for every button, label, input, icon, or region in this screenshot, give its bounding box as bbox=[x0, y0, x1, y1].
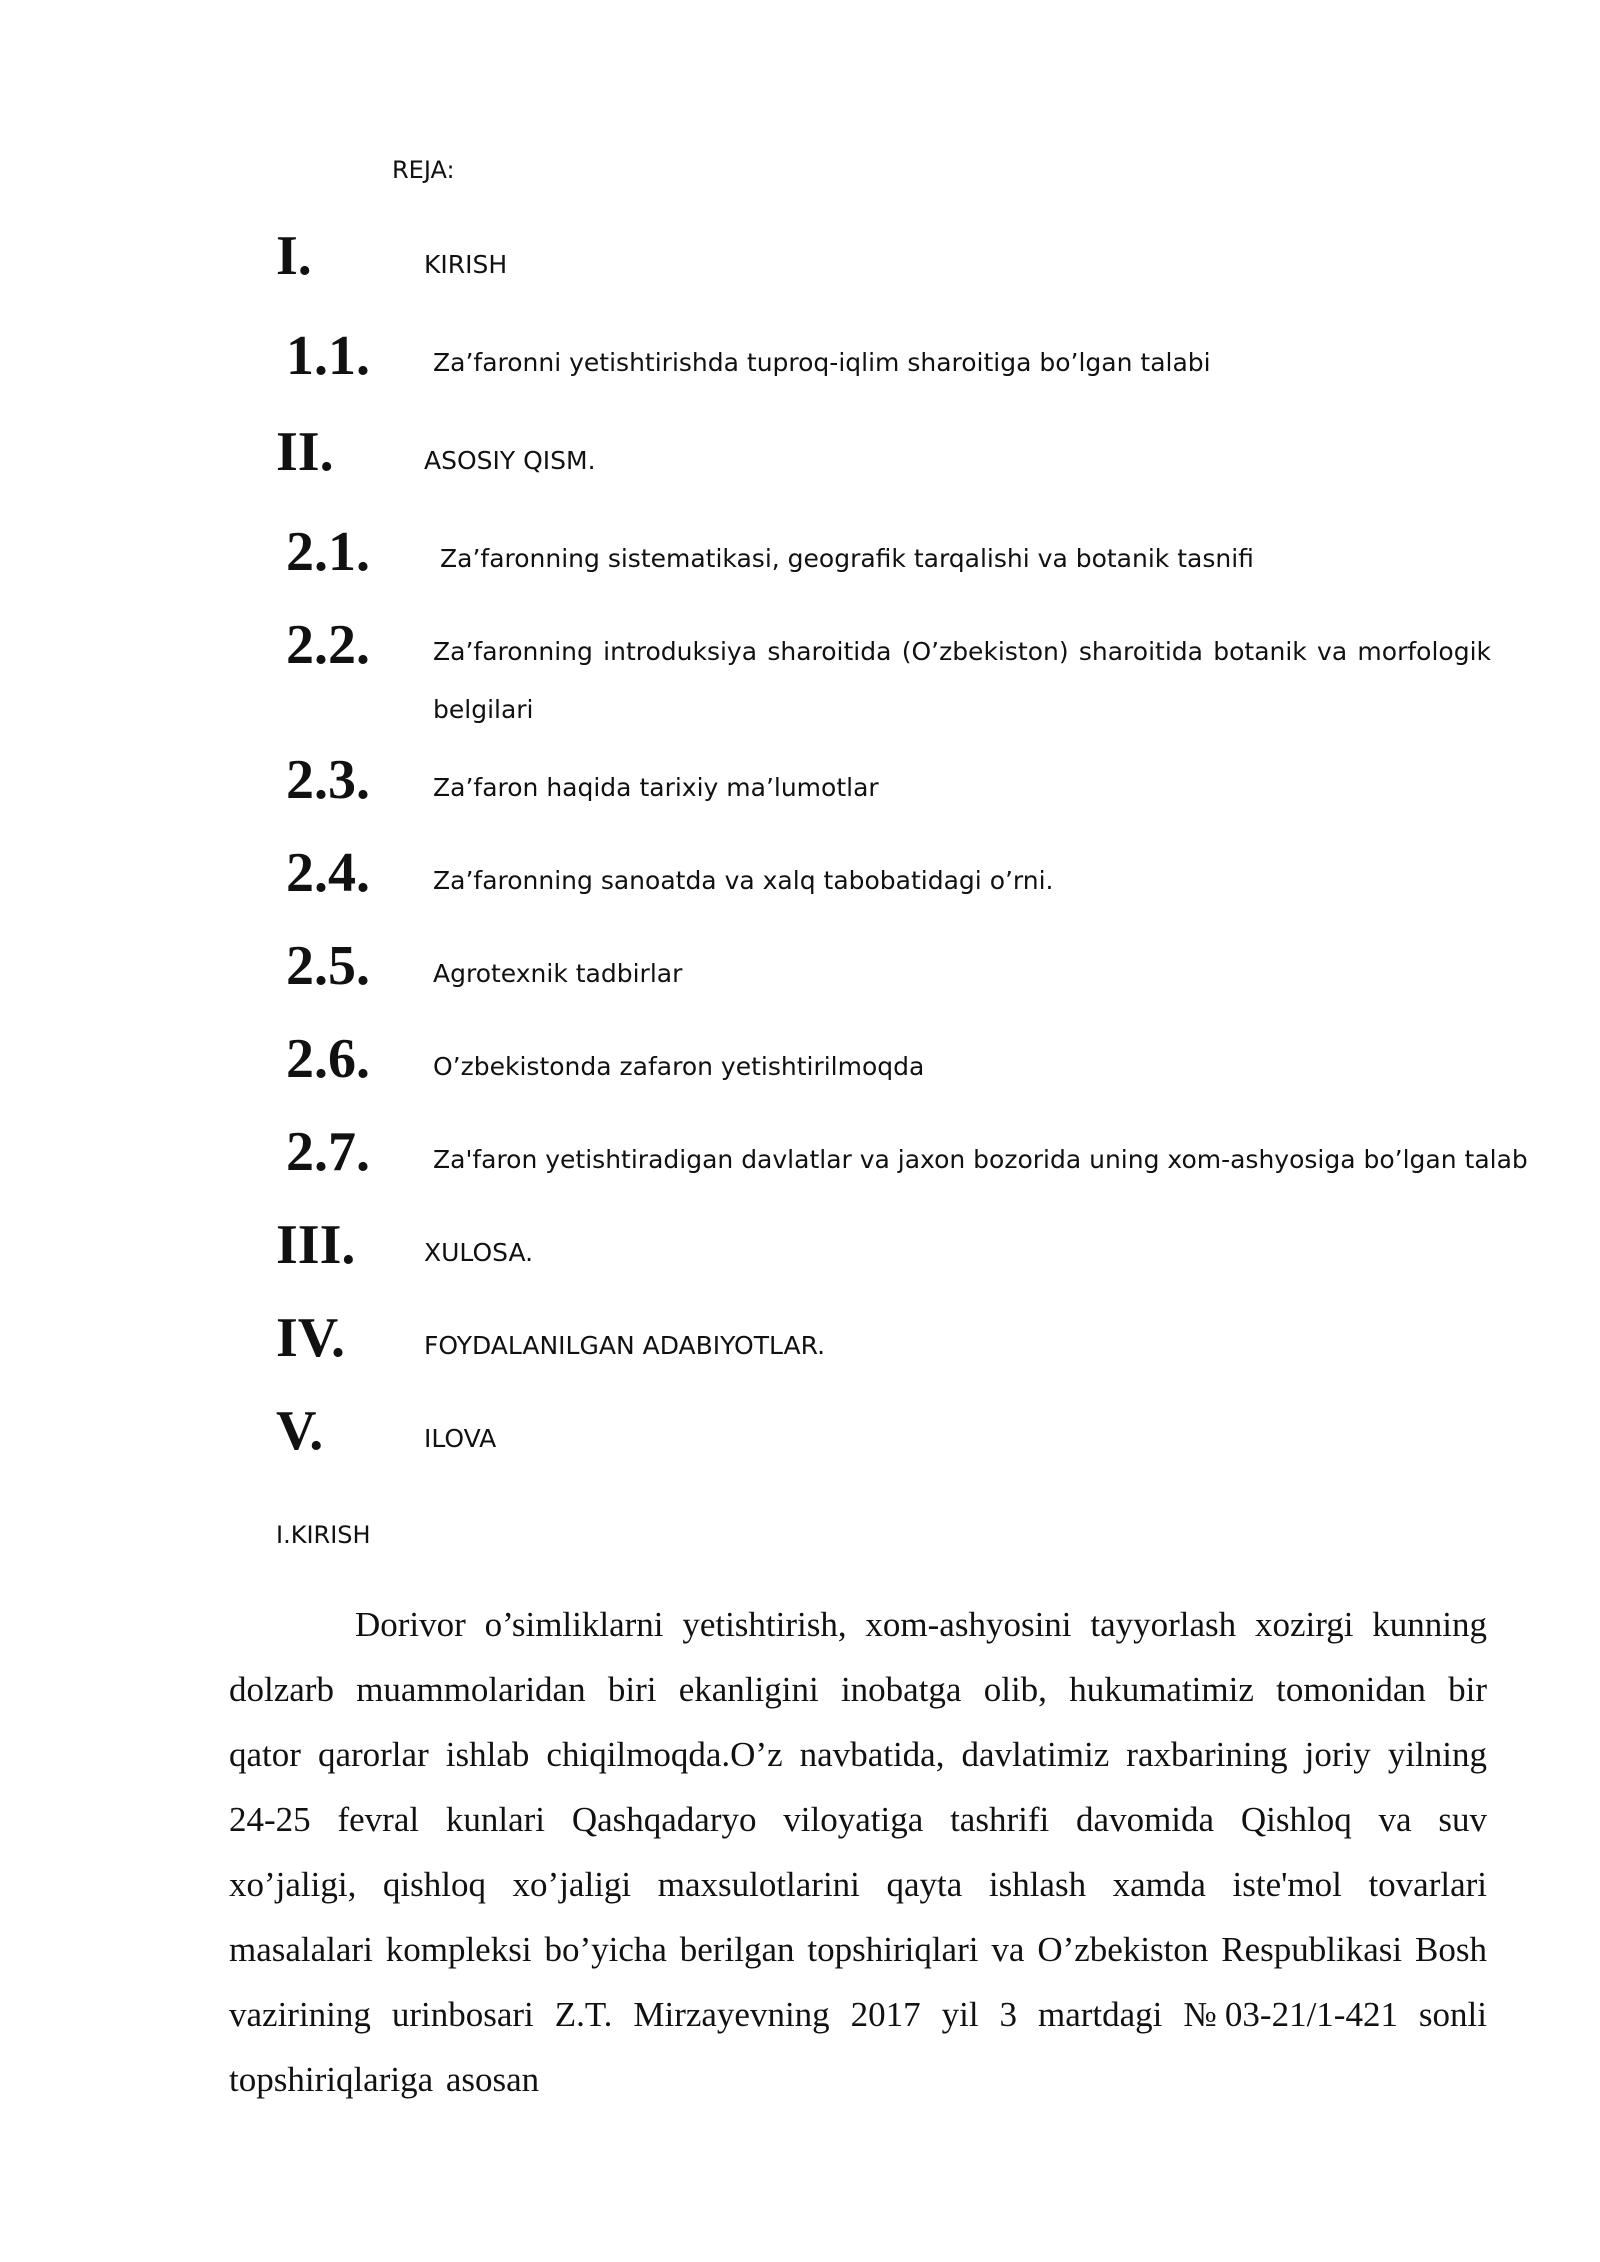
toc-number: III. bbox=[276, 1214, 356, 1276]
toc-text: O’zbekistonda zafaron yetishtirilmoqda bbox=[433, 1052, 925, 1081]
body-paragraph: Dorivor o’simliklarni yetishtirish, xom-ashyosini tayyorlash xozirgi kunning dolzarb muammolaridan biri ekanligini inobatga olib, hukumatimiz tomonidan bir qator qarorlar ishlab chiqilmoqda.O’z navbatida, davlatimiz raxbarining joriy yilning 24-25 fevral kunlari Qashqadaryo viloyatiga tashrifi davomida Qishloq va suv xo’jaligi, qishloq xo’jaligi maxsulotlarini qayta ishlash xamda iste'mol tovarlari masalalari kompleksi bo’yicha berilgan topshiriqlari va O’zbekiston Respublikasi Bosh vazirining urinbosari Z.T. Mirzayevning 2017 yil 3 martdagi №03-21/1-421 sonli topshiriqlariga asosan bbox=[229, 1605, 1487, 2099]
toc-text: Za’faronning sistematikasi, geografik tarqalishi va botanik tasnifi bbox=[440, 544, 1254, 573]
toc-text: FOYDALANILGAN ADABIYOTLAR. bbox=[424, 1331, 826, 1360]
toc-text: Za'faron yetishtiradigan davlatlar va jaxon bozorida uning xom-ashyosiga bo’lgan talab bbox=[433, 1145, 1528, 1174]
toc-number: 1.1. bbox=[286, 325, 370, 387]
toc-text: Za’faronni yetishtirishda tuproq-iqlim sharoitiga bo’lgan talabi bbox=[433, 348, 1211, 377]
toc-number: II. bbox=[276, 421, 334, 483]
toc-number: V. bbox=[276, 1400, 324, 1462]
toc-number: 2.5. bbox=[286, 935, 370, 997]
toc-text: ILOVA bbox=[424, 1424, 497, 1453]
section-heading: I.KIRISH bbox=[276, 1521, 371, 1549]
toc-text: KIRISH bbox=[424, 250, 508, 279]
toc-number: 2.7. bbox=[286, 1121, 370, 1183]
toc-text: Za’faronning sanoatda va xalq tabobatidagi o’rni. bbox=[433, 866, 1054, 895]
toc-text: Agrotexnik tadbirlar bbox=[433, 959, 683, 988]
toc-text: ASOSIY QISM. bbox=[424, 446, 596, 475]
plan-title: REJA: bbox=[392, 156, 455, 184]
toc-number: 2.4. bbox=[286, 842, 370, 904]
toc-number: 2.1. bbox=[286, 521, 370, 583]
toc-number: 2.2. bbox=[286, 614, 370, 676]
toc-number: IV. bbox=[276, 1307, 346, 1369]
toc-number: I. bbox=[276, 225, 312, 287]
toc-text: Za’faron haqida tarixiy ma’lumotlar bbox=[433, 773, 879, 802]
toc-text: XULOSA. bbox=[424, 1238, 534, 1267]
toc-text: Za’faronning introduksiya sharoitida (O’zbekiston) sharoitida botanik va morfologik belgilari bbox=[433, 637, 1491, 724]
toc-number: 2.6. bbox=[286, 1028, 370, 1090]
toc-number: 2.3. bbox=[286, 749, 370, 811]
